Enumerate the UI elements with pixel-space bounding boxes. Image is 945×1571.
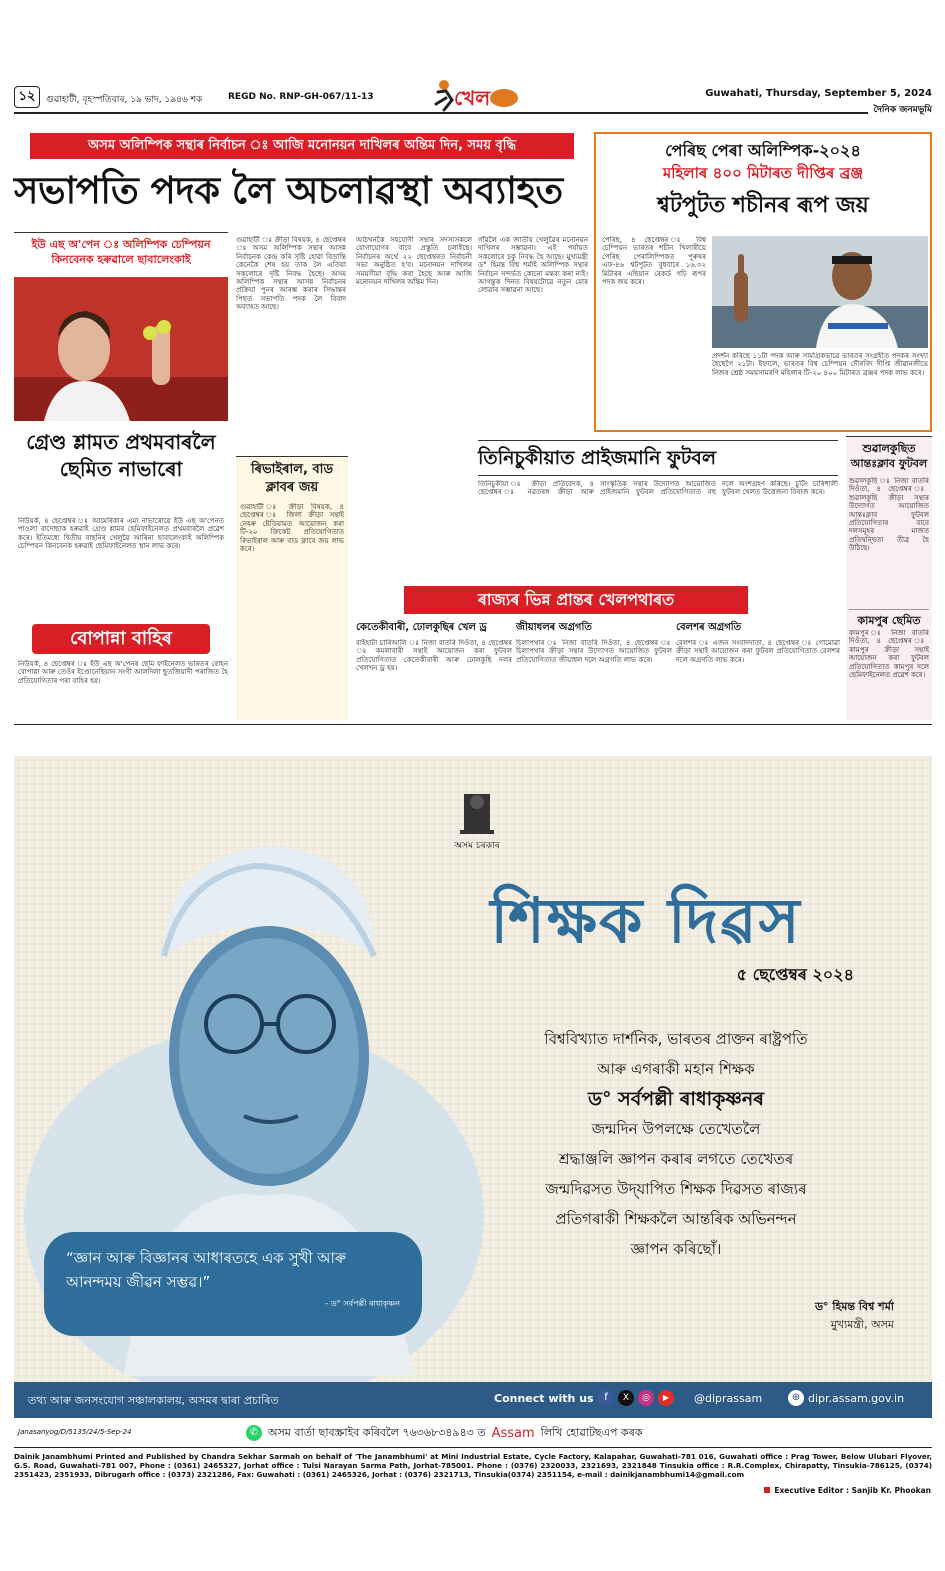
olympic-story xyxy=(594,132,932,432)
whatsapp-icon: ✆ xyxy=(246,1425,262,1441)
olympic-photo xyxy=(712,236,928,348)
tinsukia-headline: তিনিচুকীয়াত প্ৰাইজমানি ফুটবল xyxy=(478,440,838,476)
ad-date: ৫ ছেপ্তেম্বৰ ২০২৪ xyxy=(736,965,854,984)
quote-box xyxy=(44,1232,422,1336)
lead-col2: আঠখনকৈ সহযোগী সন্থাৰ সদস্যসকলে যোগাযোগৰ বাবে প্ৰস্তুতি চলাইছে। নিৰ্বাচনৰ অৰ্থে ২২ ছেপ্তেম্বৰত নিৰ্বাচনী সভা অনুষ্ঠিত হ'ব। মনোনয়ন দাখিলৰ সময়সীমা বৃদ্ধি কৰা হৈছে আৰু আজি মনোনয়ন দাখিলৰ অন্তিম দিন। xyxy=(356,236,472,287)
brief-ketekibari xyxy=(356,620,512,720)
lead-col3: গাঁৱলৈ এক জাতীয় খেলুৱৈৰ মনোনয়ন দাখিলৰ সম্ভাৱনা। এই পৰ্যায়ত সকলোৰে চকু নিবদ্ধ হৈ আছে। মুখ্যমন্ত্ৰী ড° হিমন্ত বিশ্ব শৰ্মাই অলিম্পিক সন্থাৰ নিৰ্বাচন সন্দৰ্ভত কোনো মন্তব্য কৰা নাই। আগন্তুক দিনত বিষয়টোৱে নতুন মোৰ লোৱাৰ সম্ভাৱনা আছে। xyxy=(478,236,588,295)
ad-line: বিশ্ববিখ্যাত দাৰ্শনিক, ভাৰতৰ প্ৰাক্তন ৰাষ্ট্ৰপতি xyxy=(544,1030,808,1048)
ad-footer-left: তথ্য আৰু জনসংযোগ সঞ্চালকালয়, অসমৰ দ্বাৰা প্ৰচাৰিত xyxy=(28,1394,279,1407)
ad-title: শিক্ষক দিৱস xyxy=(490,884,802,957)
brief-body: চিলাপথাৰ ঃ নিজা বাতৰি দিওঁতা, ৪ ছেপ্তেম্বৰ ঃ চিলাপথাৰ ক্ৰীড়া সন্থাৰ উদ্যোগত আয়োজিত ফুটবল প্ৰতিযোগিতাত জীয়াধল দলে অগ্ৰগতি লাভ কৰে। xyxy=(516,639,672,664)
emblem-caption: অসম চৰকাৰ xyxy=(454,841,500,851)
reliance-story xyxy=(236,456,348,720)
editor-text: Executive Editor : Sanjib Kr. Phookan xyxy=(774,1486,931,1495)
brief-title: বেলশৰ অগ্ৰগতি xyxy=(676,622,742,633)
kamrup-headline: কামপুৰ ছেমিত xyxy=(849,609,929,631)
quote-text: “জ্ঞান আৰু বিজ্ঞানৰ আধাৰতহে এক সুখী আৰু আনন্দময় জীৱন সম্ভৱ।” xyxy=(66,1249,347,1291)
ad-message xyxy=(460,1024,892,1264)
teachers-day-ad xyxy=(14,756,932,1418)
section-logo-text: খেল xyxy=(454,86,491,110)
social-handle[interactable]: @diprassam xyxy=(694,1392,763,1405)
athlete-image xyxy=(712,236,928,348)
olympic-subkicker: মহিলাৰ ৪০০ মিটাৰত দীপ্তিৰ ব্ৰঞ্জ xyxy=(662,164,864,182)
olympic-headline: শ্বটপুটত শচীনৰ ৰূপ জয় xyxy=(657,193,869,218)
instagram-icon[interactable]: ◎ xyxy=(638,1390,654,1406)
reliance-body: গুৱাহাটী ঃ ক্ৰীড়া বিষয়ক, ৪ ছেপ্তেম্বৰ ঃ জিলা ক্ৰীড়া সন্থাই নেহৰু ষ্টেডিয়ামত আয়োজন কৰা টি-২০ ক্ৰিকেট প্ৰতিযোগিতাত ৰিভাইৰাল আৰু বাড ক্লাবে জয় লাভ কৰে। xyxy=(240,503,344,554)
tennis-story xyxy=(14,232,228,632)
ad-line: জ্ঞাপন কৰিছোঁ। xyxy=(630,1240,722,1258)
x-icon[interactable]: X xyxy=(618,1390,634,1406)
state-emblem-icon xyxy=(460,794,494,834)
paper-name: দৈনিক জনমভূমি xyxy=(868,102,932,117)
brief-jiyadhol xyxy=(516,620,672,720)
brief-title: জীয়াধলৰ অগ্ৰগতি xyxy=(516,622,592,633)
brief-body: বাইহাটা চাৰিআলি ঃ নিজা বাতৰি দিওঁতা, ৪ ছেপ্তেম্বৰ ঃ কমলাবাৰী সন্থাই আয়োজন কৰা ফুটবল প্ৰতিযোগিতাত কেতেকীবাৰী আৰু ঢোলকুছি দলৰ খেলখন ড্ৰ হয়। xyxy=(356,639,512,673)
masthead xyxy=(14,78,932,120)
ad-honoree: ড° সৰ্বপল্লী ৰাধাকৃষ্ণনৰ xyxy=(588,1088,764,1110)
whatsapp-post: লিখি হোৱাটছএপ কৰক xyxy=(540,1425,643,1439)
reliance-headline: ৰিভাইৰাল, বাড ক্লাবৰ জয় xyxy=(250,462,334,495)
bopanna-headline: বোপান্না বাহিৰ xyxy=(32,624,210,654)
tennis-photo xyxy=(14,277,228,421)
signatory-name: ড° হিমন্ত বিশ্ব শৰ্মা xyxy=(814,1300,894,1313)
facebook-icon[interactable]: f xyxy=(598,1390,614,1406)
tinsukia-body: তিনিচুকীয়া ঃ ক্ৰীড়া প্ৰতিবেদক, ৪ ছেপ্তেম্বৰ ঃ নৱতৰঙ্গ ক্ৰীড়া আৰু সাংস্কৃতিক সন্থাৰ উদ্যোগত আয়োজিত প্ৰাইজমানি ফুটবল প্ৰতিযোগিতাত বহু দলে অংশগ্ৰহণ কৰিছে। চুটিং চাৰিশালী ফুটবল খেলত উত্তেজনা বিৰাজ কৰে। xyxy=(478,480,838,497)
brief-body: বেলশৰ ঃ এজন সংবাদদাতা, ৪ ছেপ্তেম্বৰ ঃ গোমোৱা ক্ৰীড়া সন্থাই আয়োজন কৰা ফুটবল প্ৰতিযোগিতাত বেলশৰ দলে অগ্ৰগতি লাভ কৰে। xyxy=(676,639,840,664)
whatsapp-pre: অসম বাৰ্তা ছাবস্ক্ৰাইব কৰিবলৈ ৭৬৩৬৮৩৪৯৪৩ ত xyxy=(268,1425,486,1439)
ad-line: শ্ৰদ্ধাঞ্জলি জ্ঞাপন কৰাৰ লগতে তেখেতৰ xyxy=(558,1150,794,1168)
signatory-title: মুখ্যমন্ত্ৰী, অসম xyxy=(830,1318,894,1331)
ad-line: জন্মদিন উপলক্ষে তেখেতলৈ xyxy=(591,1120,761,1138)
imprint-text: Dainik Janambhumi Printed and Published by Chandra Sekhar Sarmah on behalf of 'The Janambhumi' at Mini Industrial Estate, Cycle Factory, Kalapahar, Guwahati-781 016, Guwahati office : Prag Tower, Below Ulubari Flyover, G.S. Road, Guwahati-781 007, Phone : (0361) 2465327, Jorhat office : Tulsi Narayan Sarma Path, Jorhat-785001. Phone : (0376) 2320033, 2321693, 2321848 Tinsukia office : R.R.Complex, Chirapatty, Tinsukia-786125, (0374) 2351423, 2351933, Dibrugarh office : (0373) 2321286, Fax: Guwahati : (0361) 2465326, Jorhat : (0376) 2321713, Tinsukia(0374) 2351154, e-mail : dainikjanambhumi14@gmail.com xyxy=(14,1452,932,1479)
brief-belshor xyxy=(676,620,840,720)
shualkuchi-story xyxy=(846,436,932,720)
ad-reference: Janasanyog/D/5135/24/5-Sep-24 xyxy=(18,1428,132,1436)
website-link[interactable]: dipr.assam.gov.in xyxy=(808,1392,905,1405)
states-bar: ৰাজ্যৰ ভিন্ন প্ৰান্তৰ খেলপথাৰত xyxy=(404,586,748,614)
ad-line: আৰু এগৰাকী মহান শিক্ষক xyxy=(597,1060,755,1078)
social-icons xyxy=(598,1390,698,1408)
olympic-col1: পেৰিছ, ৪ ছেপ্তেম্বৰ ঃ বিশ্ব চেম্পিয়ন ভাৰতৰ শচীন খিলাৰীয়ে পেৰিছ পেৰালিম্পিকত পুৰুষৰ এফ-৪৬ শ্বটপুটত বুধবাৰে ১৬.৩২ মিটাৰৰ এছিয়ান ৰেকৰ্ড গঢ়ি ৰূপৰ পদক জয় কৰে। xyxy=(602,236,706,287)
lead-col1: গুৱাহাটী ঃ ক্ৰীড়া বিষয়ক, ৪ ছেপ্তেম্বৰ ঃ অসম অলিম্পিক সন্থাৰ আসন্ন নিৰ্বাচনক কেন্দ্ৰ কৰি সৃষ্টি হোৱা বিভ্ৰান্তি কেনেকৈ শেষ হয় তাক লৈ এতিয়া সকলোৰে দৃষ্টি নিবদ্ধ হৈছে। অসম অলিম্পিক সন্থাৰ আসন্ন নিৰ্বাচনৰ প্ৰক্ৰিয়া পুনৰ আৰম্ভ কৰাৰ সিদ্ধান্তৰ পিছত সভাপতি পদক লৈ বিবাদ অব্যাহত আছে। xyxy=(236,236,346,312)
youtube-icon[interactable]: ▶ xyxy=(658,1390,674,1406)
shualkuchi-headline: শুৱালকুছিত আন্তঃক্লাব ফুটবল xyxy=(850,442,928,470)
connect-label: Connect with us xyxy=(494,1392,594,1405)
brief-title: কেতেকীবাৰী, ঢোলকুছিৰ খেল ড্ৰ xyxy=(356,622,487,633)
lead-headline: সভাপতি পদক লৈ অচলাৱস্থা অব্যাহত xyxy=(14,169,563,212)
shualkuchi-body: শুৱালকুছি ঃ নিজা বাতৰি দিওঁতা, ৪ ছেপ্তেম্বৰ ঃ শুৱালকুছি ক্ৰীড়া সন্থাৰ উদ্যোগত আয়োজিত আন্তঃক্লাব ফুটবল প্ৰতিযোগিতাৰ বাবে দলসমূহৰ মাজত প্ৰতিদ্বন্দ্বিতা তীব্ৰ হৈ উঠিছে। xyxy=(849,477,929,553)
ad-line: প্ৰতিগৰাকী শিক্ষকলৈ আন্তৰিক অভিনন্দন xyxy=(555,1210,797,1228)
kamrup-body: কামপুৰ ঃ নিজা বাতৰি দিওঁতা, ৪ ছেপ্তেম্বৰ ঃ কামপুৰ ক্ৰীড়া সন্থাই আয়োজন কৰা ফুটবল প্ৰতিযোগিতাত কামপুৰ দলে ছেমিফাইনেলত প্ৰৱেশ কৰে। xyxy=(849,629,929,680)
date-assamese: গুৱাহাটী, বৃহস্পতিবাৰ, ১৯ ভাদ, ১৯৪৬ শক xyxy=(46,95,203,105)
globe-icon: ⊕ xyxy=(788,1390,804,1406)
section-logo xyxy=(432,78,524,114)
date-english: Guwahati, Thursday, September 5, 2024 xyxy=(705,88,932,99)
executive-editor xyxy=(764,1486,931,1495)
olympic-caption: প্ৰদৰ্শন কৰিছে ১১টা পদক আৰু সামগ্ৰিকভাৱে ভাৰতৰ সংগ্ৰহীত পদকৰ সংখ্যা হৈছেগৈ ২১টা। ইফালে, ভাৰতৰ বিশ্ব চেম্পিয়ন দৌৰবিদ দীপ্তি জীৱানজীয়ে নিজৰ শ্ৰেষ্ঠ সময়সামৰণি মহিলাৰ টি-২০ ৪০০ মিটাৰত ব্ৰঞ্জৰ পদক লাভ কৰে। xyxy=(712,352,928,377)
tennis-headline: গ্ৰেণ্ড শ্লামত প্ৰথমবাৰলৈ ছেমিত নাভাৰো xyxy=(26,430,216,481)
olympic-kicker: পেৰিছ পেৰা অলিম্পিক-২০২৪ xyxy=(665,141,861,160)
tennis-player-image xyxy=(14,277,228,421)
whatsapp-word: Assam xyxy=(491,1425,535,1441)
ad-line: জন্মদিৱসত উদ্‌যাপিত শিক্ষক দিৱসত ৰাজ্যৰ xyxy=(545,1180,807,1198)
regd-number: REGD No. RNP-GH-067/11-13 xyxy=(228,92,374,102)
page-number: ১২ xyxy=(14,86,40,108)
quote-author: - ড° সৰ্বপল্লী ৰাধাকৃষ্ণন xyxy=(325,1299,400,1308)
lead-kicker: অসম অলিম্পিক সন্থাৰ নিৰ্বাচন ঃ আজি মনোনয়ন দাখিলৰ অন্তিম দিন, সময় বৃদ্ধি xyxy=(30,133,574,159)
tennis-body: নিউয়ৰ্ক, ৪ ছেপ্তেম্বৰ ঃ আমেৰিকাৰ এমা নাভাৰোৱে ইউ এছ অ'পেনত পাওলা বাদোছাক হৰুৱাই গ্ৰেণ্ড শ্লামৰ ছেমিফাইনেলত প্ৰথমবাৰলৈ প্ৰৱেশ কৰে। ইতিমধ্যে দ্বিতীয় বাছনিৰ খেলুৱৈ আৰিনা ছাবালেংকাই অলিম্পিক চেম্পিয়ন কিনবেনক হৰুৱাই ছেমিফাইনেলত স্থান লাভ কৰে। xyxy=(18,517,224,551)
tennis-kicker: ইউ এছ অ'পেন ঃ অলিম্পিক চেম্পিয়ন কিনবেনক হৰুৱালে ছাবালেংকাই xyxy=(31,238,211,266)
whatsapp-line xyxy=(246,1424,806,1442)
bopanna-body: নিউয়ৰ্ক, ৪ ছেপ্তেম্বৰ ঃ ইউ এছ অ'পেনৰ ছেমি ফাইনেলত ভাৰতৰ ৰোহন বোপান্না আৰু তেওঁৰ ইণ্ডোনেছিয়ান সংগী আলদিলা ছুতজিয়াদী পৰাজিত হৈ প্ৰতিযোগিতাৰ পৰা বাহিৰ হয়। xyxy=(18,660,228,685)
